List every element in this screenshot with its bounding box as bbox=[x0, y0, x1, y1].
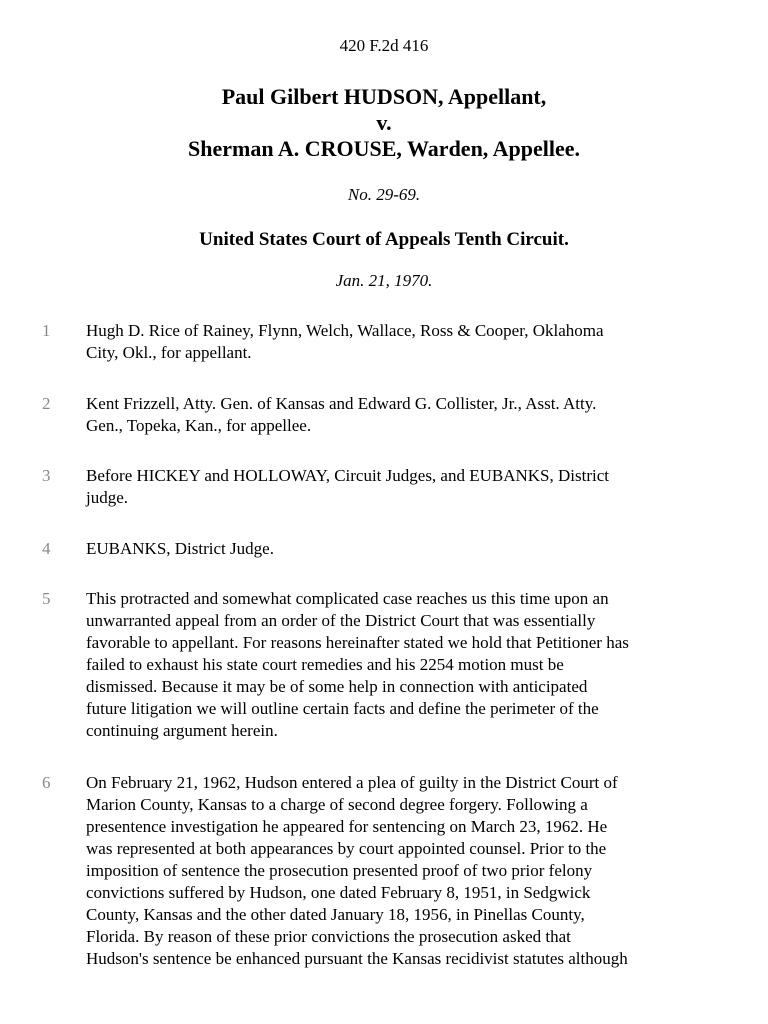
paragraph-number: 5 bbox=[42, 589, 51, 608]
text-line: Gen., Topeka, Kan., for appellee. bbox=[86, 416, 312, 435]
text-line: Florida. By reason of these prior convictions the prosecution asked that bbox=[86, 927, 571, 946]
case-title-appellant: Paul Gilbert HUDSON, Appellant, bbox=[221, 84, 547, 109]
case-citation: 420 F.2d 416 bbox=[339, 36, 429, 55]
text-line: Hudson's sentence be enhanced pursuant the Kansas recidivist statutes although bbox=[86, 949, 628, 968]
text-line: City, Okl., for appellant. bbox=[86, 343, 252, 362]
text-line: Marion County, Kansas to a charge of second degree forgery. Following a bbox=[86, 795, 588, 814]
text-line: future litigation we will outline certain facts and define the perimeter of the bbox=[86, 699, 599, 718]
text-line: dismissed. Because it may be of some help in connection with anticipated bbox=[86, 677, 588, 696]
text-line: Hugh D. Rice of Rainey, Flynn, Welch, Wallace, Ross & Cooper, Oklahoma bbox=[86, 321, 604, 340]
decision-date: Jan. 21, 1970. bbox=[335, 271, 433, 290]
paragraph-number: 1 bbox=[42, 321, 51, 340]
text-line: favorable to appellant. For reasons hereinafter stated we hold that Petitioner has bbox=[86, 633, 629, 652]
text-line: continuing argument herein. bbox=[86, 721, 278, 740]
paragraph-number: 2 bbox=[42, 394, 51, 413]
paragraph-text bbox=[86, 588, 726, 742]
paragraph-text bbox=[86, 465, 726, 509]
text-line: unwarranted appeal from an order of the District Court that was essentially bbox=[86, 611, 596, 630]
docket-number: No. 29-69. bbox=[347, 185, 421, 204]
paragraph-number: 6 bbox=[42, 773, 51, 792]
paragraph-text bbox=[86, 320, 726, 364]
text-line: EUBANKS, District Judge. bbox=[86, 539, 274, 558]
paragraph-number: 4 bbox=[42, 539, 51, 558]
case-title-versus: v. bbox=[376, 110, 392, 135]
case-title bbox=[0, 84, 768, 162]
text-line: On February 21, 1962, Hudson entered a plea of guilty in the District Court of bbox=[86, 773, 618, 792]
case-title-appellee: Sherman A. CROUSE, Warden, Appellee. bbox=[188, 136, 580, 161]
paragraph-number: 3 bbox=[42, 466, 51, 485]
text-line: failed to exhaust his state court remedies and his 2254 motion must be bbox=[86, 655, 564, 674]
court-name: United States Court of Appeals Tenth Circuit. bbox=[199, 229, 569, 250]
text-line: Before HICKEY and HOLLOWAY, Circuit Judges, and EUBANKS, District bbox=[86, 466, 610, 485]
text-line: judge. bbox=[86, 488, 129, 507]
text-line: County, Kansas and the other dated January 18, 1956, in Pinellas County, bbox=[86, 905, 585, 924]
text-line: was represented at both appearances by court appointed counsel. Prior to the bbox=[86, 839, 607, 858]
paragraph-text bbox=[86, 538, 726, 560]
text-line: convictions suffered by Hudson, one dated February 8, 1951, in Sedgwick bbox=[86, 883, 591, 902]
paragraph-text bbox=[86, 393, 726, 437]
text-line: presentence investigation he appeared for sentencing on March 23, 1962. He bbox=[86, 817, 608, 836]
text-line: imposition of sentence the prosecution presented proof of two prior felony bbox=[86, 861, 593, 880]
paragraph-text bbox=[86, 772, 726, 970]
text-line: Kent Frizzell, Atty. Gen. of Kansas and Edward G. Collister, Jr., Asst. Atty. bbox=[86, 394, 597, 413]
text-line: This protracted and somewhat complicated case reaches us this time upon an bbox=[86, 589, 609, 608]
